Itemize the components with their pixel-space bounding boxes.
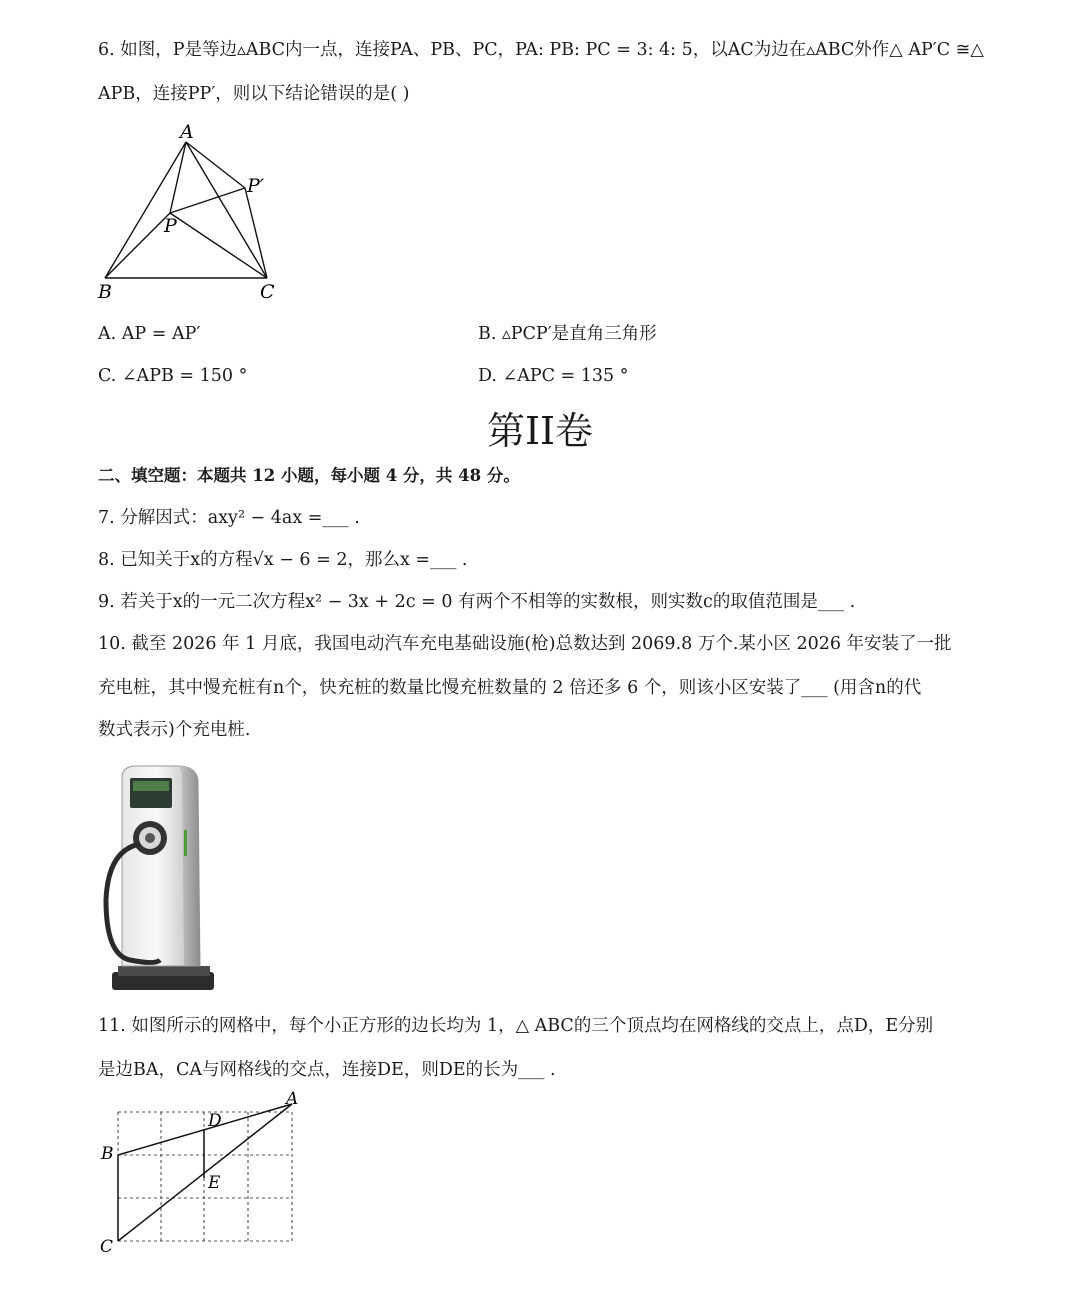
- edge-AP: [170, 142, 186, 213]
- edge-P2C: [245, 188, 267, 278]
- q6-option-d: D. ∠APC = 135 °: [478, 366, 629, 386]
- grid-label-D: D: [208, 1111, 222, 1131]
- label-A: A: [180, 121, 194, 143]
- q6-stem-line2: APB，连接PP′，则以下结论错误的是( ): [98, 84, 410, 104]
- q10-line3: 数式表示)个充电桩.: [98, 720, 251, 740]
- q11-line1: 11. 如图所示的网格中，每个小正方形的边长均为 1，△ ABC的三个顶点均在网格线的交点上，点D，E分别: [98, 1016, 934, 1036]
- grid-label-B: B: [101, 1144, 114, 1164]
- q10-line2: 充电桩，其中慢充桩有n个，快充桩的数量比慢充桩数量的 2 倍还多 6 个，则该小区安装了___ (用含n的代: [98, 678, 922, 698]
- edge-PP2: [170, 188, 245, 213]
- label-B: B: [98, 281, 112, 303]
- q7: 7. 分解因式：axy² − 4ax =___ .: [98, 508, 360, 528]
- grid-label-E: E: [208, 1173, 221, 1193]
- q11-line2: 是边BA，CA与网格线的交点，连接DE，则DE的长为___ .: [98, 1060, 556, 1080]
- edge-AC: [186, 142, 267, 278]
- label-C: C: [260, 281, 275, 303]
- q11-grid-figure: [98, 1090, 313, 1255]
- q8: 8. 已知关于x的方程√x − 6 = 2，那么x =___ .: [98, 550, 468, 570]
- q6-option-c: C. ∠APB = 150 °: [98, 366, 248, 386]
- label-P: P: [164, 215, 177, 237]
- q10-line1: 10. 截至 2026 年 1 月底，我国电动汽车充电基础设施(枪)总数达到 2069.8 万个.某小区 2026 年安装了一批: [98, 634, 952, 654]
- section-heading: 二、填空题：本题共 12 小题，每小题 4 分，共 48 分。: [98, 466, 520, 485]
- label-P-prime: P′: [247, 175, 265, 197]
- edge-CA: [118, 1104, 292, 1241]
- section-title: 第II卷: [486, 409, 594, 453]
- q6-stem-line1: 6. 如图，P是等边▵ABC内一点，连接PA、PB、PC，PA: PB: PC = 3: 4: 5，以AC为边在▵ABC外作△ AP′C ≅△: [98, 40, 984, 60]
- q6-option-b: B. ▵PCP′是直角三角形: [478, 324, 657, 344]
- charging-station-image: [100, 760, 220, 995]
- grid-label-A: A: [286, 1090, 299, 1109]
- q6-triangle-figure: [90, 118, 290, 308]
- edge-CP: [170, 213, 267, 278]
- grid-label-C: C: [100, 1237, 114, 1255]
- edge-AP2: [186, 142, 245, 188]
- q6-option-a: A. AP = AP′: [98, 324, 201, 344]
- edge-AB: [105, 142, 186, 278]
- q9: 9. 若关于x的一元二次方程x² − 3x + 2c = 0 有两个不相等的实数根，则实数c的取值范围是___ .: [98, 592, 856, 612]
